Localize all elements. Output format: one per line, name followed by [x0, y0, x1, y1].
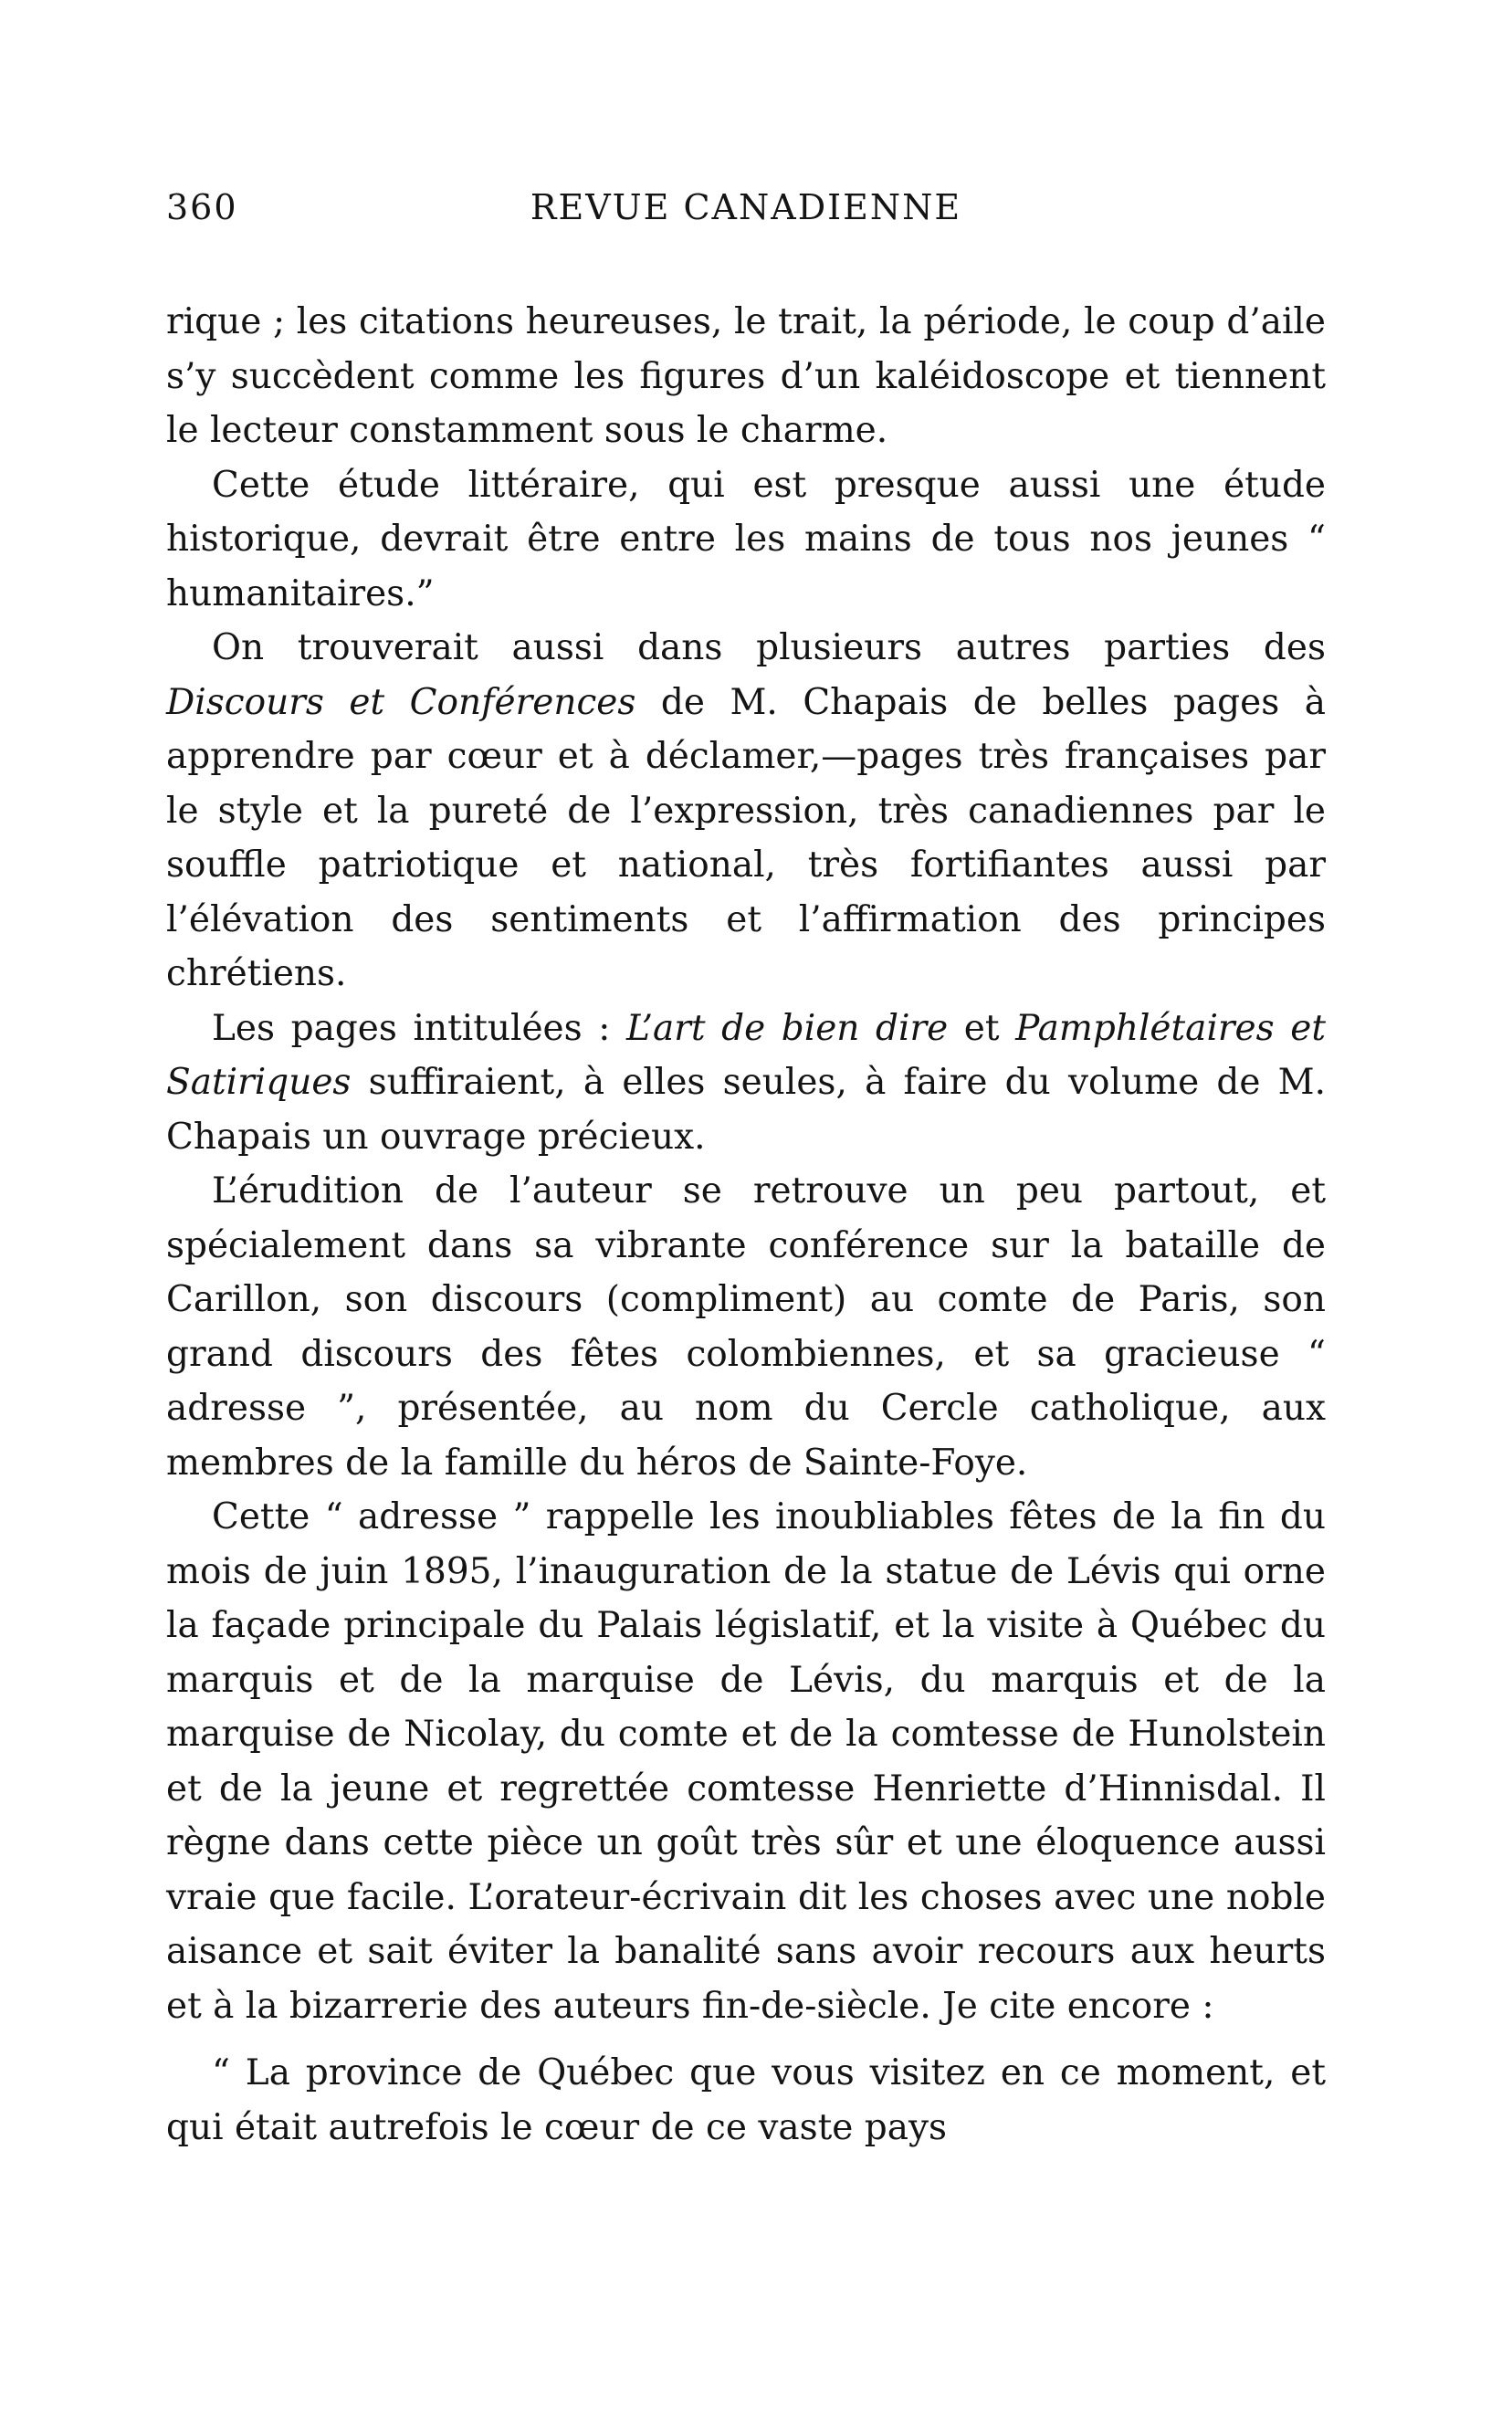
- paragraph-6: Cette “ adresse ” rappelle les inoubliables fêtes de la fin du mois de juin 1895, l’inauguration de la statue de Lévis qui orne la façade principale du Palais législatif, et la visite à Québec du marquis et de la marquise de Lévis, du marquis et de la marquise de Nicolay, du comte et de la comtesse de Hunolstein et de la jeune et regrettée comtesse Henriette d’Hinnisdal. Il règne dans cette pièce un goût très sûr et une éloquence aussi vraie que facile. L’orateur-écrivain dit les choses avec une noble aisance et sait éviter la banalité sans avoir recours aux heurts et à la bizarrerie des auteurs fin-de-siècle. Je cite encore :: [166, 1496, 1326, 2027]
- paragraph-4-lead: Les pages intitulées :: [212, 1007, 627, 1049]
- paragraph-4-mid: et: [948, 1007, 1016, 1049]
- paragraph-3-lead: On trouverait aussi dans plusieurs autres parties des: [212, 627, 1326, 668]
- paragraph-7-quote: “ La province de Québec que vous visitez en ce moment, et qui était autrefois le cœur de ce vaste pays: [166, 2052, 1326, 2148]
- body-text: [166, 295, 1326, 2155]
- paragraph-2: Cette étude littéraire, qui est presque aussi une étude historique, devrait être entre les mains de tous nos jeunes “ humanitaires.”: [166, 464, 1326, 614]
- title-art-de-bien-dire: L’art de bien dire: [626, 1007, 949, 1049]
- running-title: REVUE CANADIENNE: [530, 187, 962, 227]
- book-page: [166, 187, 1326, 2155]
- paragraph-4-rest: suffiraient, à elles seules, à faire du volume de M. Chapais un ouvrage précieux.: [166, 1062, 1326, 1158]
- running-header: [166, 187, 1326, 251]
- book-title-discours: Discours et Conférences: [166, 681, 636, 723]
- paragraph-1: rique ; les citations heureuses, le trait, la période, le coup d’aile s’y succèdent comme les figures d’un kaléidoscope et tiennent le lecteur constamment sous le charme.: [166, 301, 1326, 451]
- paragraph-3: [166, 621, 1326, 1002]
- title-pamphletaires: Pamphlétaires et Satiriques: [166, 1007, 1327, 1103]
- paragraph-4: [166, 1002, 1326, 1165]
- page-number: 360: [166, 187, 238, 227]
- paragraph-5: L’érudition de l’auteur se retrouve un peu partout, et spécialement dans sa vibrante conférence sur la bataille de Carillon, son discours (compliment) au comte de Paris, son grand discours des fêtes colombiennes, et sa gracieuse “ adresse ”, présentée, au nom du Cercle catholique, aux membres de la famille du héros de Sainte-Foye.: [166, 1170, 1326, 1484]
- paragraph-3-rest: de M. Chapais de belles pages à apprendre par cœur et à déclamer,—pages très françaises par le style et la pureté de l’expression, très canadiennes par le souffle patriotique et national, très fortifiantes aussi par l’élévation des sentiments et l’affirmation des principes chrétiens.: [166, 681, 1326, 994]
